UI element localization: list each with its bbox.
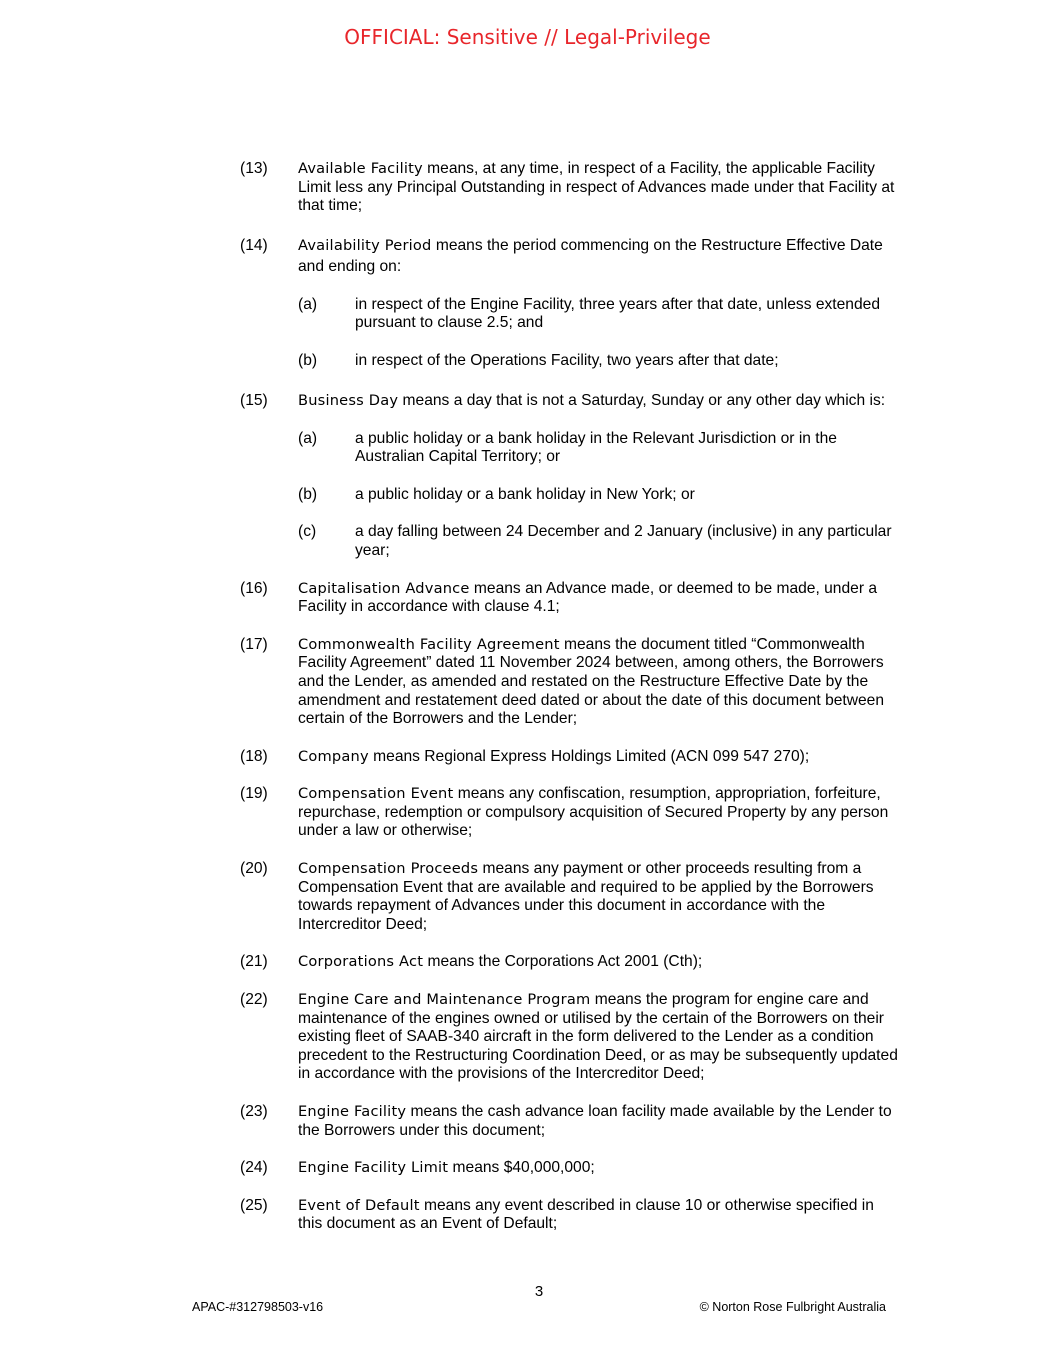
sub-item	[298, 296, 900, 333]
sub-item-label: (b)	[298, 485, 318, 503]
definition-number: (23)	[240, 1103, 268, 1120]
sub-item-label: (a)	[298, 429, 318, 447]
definition-text: means any payment or other proceeds resulting from a Compensation Event that are available and required to be applied by the Borrowers towards repayment of Advances under this document in accordance with the Intercreditor Deed;	[298, 860, 874, 933]
definition-text: means the period commencing on the Restructure Effective Date and ending on:	[298, 236, 883, 275]
definition-number: (20)	[240, 860, 268, 878]
definition-number: (16)	[240, 579, 268, 597]
sub-item-text: a day falling between 24 December and 2 January (inclusive) in any particular year;	[355, 523, 892, 559]
sub-item	[298, 486, 900, 505]
sub-item-label: (a)	[298, 295, 318, 313]
definition-term: Corporations Act	[298, 953, 424, 971]
sub-item-text: in respect of the Engine Facility, three years after that date, unless extended pursuant to clause 2.5; and	[355, 295, 881, 332]
definition-item	[240, 636, 900, 729]
page-number: 3	[534, 1283, 544, 1300]
definition-text: means the Corporations Act 2001 (Cth);	[423, 953, 703, 971]
definition-text: means Regional Express Holdings Limited (ACN 099 547 270);	[368, 747, 810, 765]
definition-item	[240, 860, 900, 934]
definition-term: Available Facility	[298, 160, 423, 177]
definition-item	[240, 390, 900, 561]
definition-number: (19)	[240, 785, 268, 803]
definition-term: Engine Facility Limit	[298, 1159, 449, 1177]
definition-term: Compensation Proceeds	[298, 860, 479, 878]
definition-term: Company	[298, 747, 369, 765]
definition-term: Commonwealth Facility Agreement	[298, 635, 560, 653]
definition-text: means the program for engine care and maintenance of the engines owned or utilised by the certain of the Borrowers on their existing fleet of SAAB-340 aircraft in the form delivered to the Lender as a condition precedent to the Restructuring Coordination Deed, or as may be subsequently updated in accordance with the provisions of the Intercreditor Deed;	[298, 991, 898, 1083]
sub-item-label: (b)	[298, 351, 318, 369]
sub-item-text: a public holiday or a bank holiday in the Relevant Jurisdiction or in the Australian Capital Territory; or	[355, 429, 837, 466]
sub-item-label: (c)	[298, 523, 317, 541]
definition-item	[240, 235, 900, 371]
definition-number: (18)	[240, 747, 268, 765]
definition-number: (15)	[240, 391, 268, 409]
definition-term: Compensation Event	[298, 785, 454, 803]
definition-item	[240, 785, 900, 841]
document-reference: APAC-#312798503-v16	[192, 1300, 324, 1314]
definition-item	[240, 580, 900, 617]
sub-item-text: in respect of the Operations Facility, two years after that date;	[355, 351, 779, 369]
definitions-list	[240, 160, 900, 1253]
definition-item	[240, 953, 900, 972]
definition-item	[240, 748, 900, 767]
sub-item	[298, 430, 900, 467]
definition-text: means an Advance made, or deemed to be made, under a Facility in accordance with clause 4.1;	[298, 579, 878, 616]
definition-term: Business Day	[298, 391, 399, 409]
definition-term: Engine Care and Maintenance Program	[298, 991, 591, 1009]
definition-text: means the cash advance loan facility made available by the Lender to the Borrowers under this document;	[298, 1103, 892, 1139]
definition-number: (24)	[240, 1159, 268, 1177]
definition-number: (25)	[240, 1196, 268, 1214]
definition-number: (22)	[240, 991, 268, 1009]
definition-item	[240, 1103, 900, 1140]
classification-header: OFFICIAL: Sensitive // Legal-Privilege	[344, 25, 711, 49]
definition-text: means any confiscation, resumption, appropriation, forfeiture, repurchase, redemption or compulsory acquisition of Secured Property by any person under a law or otherwise;	[298, 785, 889, 840]
definition-item	[240, 1159, 900, 1178]
definition-term: Event of Default	[298, 1196, 420, 1214]
definition-number: (21)	[240, 953, 268, 971]
sub-item-text: a public holiday or a bank holiday in New York; or	[355, 485, 695, 503]
definition-term: Engine Facility	[298, 1103, 407, 1120]
definition-text: means, at any time, in respect of a Facility, the applicable Facility Limit less any Principal Outstanding in respect of Advances made under that Facility at that time;	[298, 160, 895, 215]
definition-number: (14)	[240, 236, 268, 254]
definition-item	[240, 1197, 900, 1234]
definition-term: Capitalisation Advance	[298, 579, 470, 597]
definition-text: means any event described in clause 10 or otherwise specified in this document as an Event of Default;	[298, 1196, 874, 1233]
definition-text: means the document titled “Commonwealth Facility Agreement” dated 11 November 2024 between, among others, the Borrowers and the Lender, as amended and restated on the Restructure Effective Date by the amendment and restatement deed dated or about the date of this document between certain of the Borrowers and the Lender;	[298, 635, 885, 728]
sub-item	[298, 352, 900, 371]
definition-text: means $40,000,000;	[448, 1159, 595, 1177]
definition-item	[240, 160, 900, 216]
copyright-notice: © Norton Rose Fulbright Australia	[699, 1300, 886, 1314]
definition-number: (13)	[240, 160, 268, 177]
definition-term: Availability Period	[298, 236, 432, 254]
definition-item	[240, 991, 900, 1084]
definition-number: (17)	[240, 635, 268, 653]
sub-item	[298, 523, 900, 560]
definition-text: means a day that is not a Saturday, Sunday or any other day which is:	[398, 391, 886, 409]
